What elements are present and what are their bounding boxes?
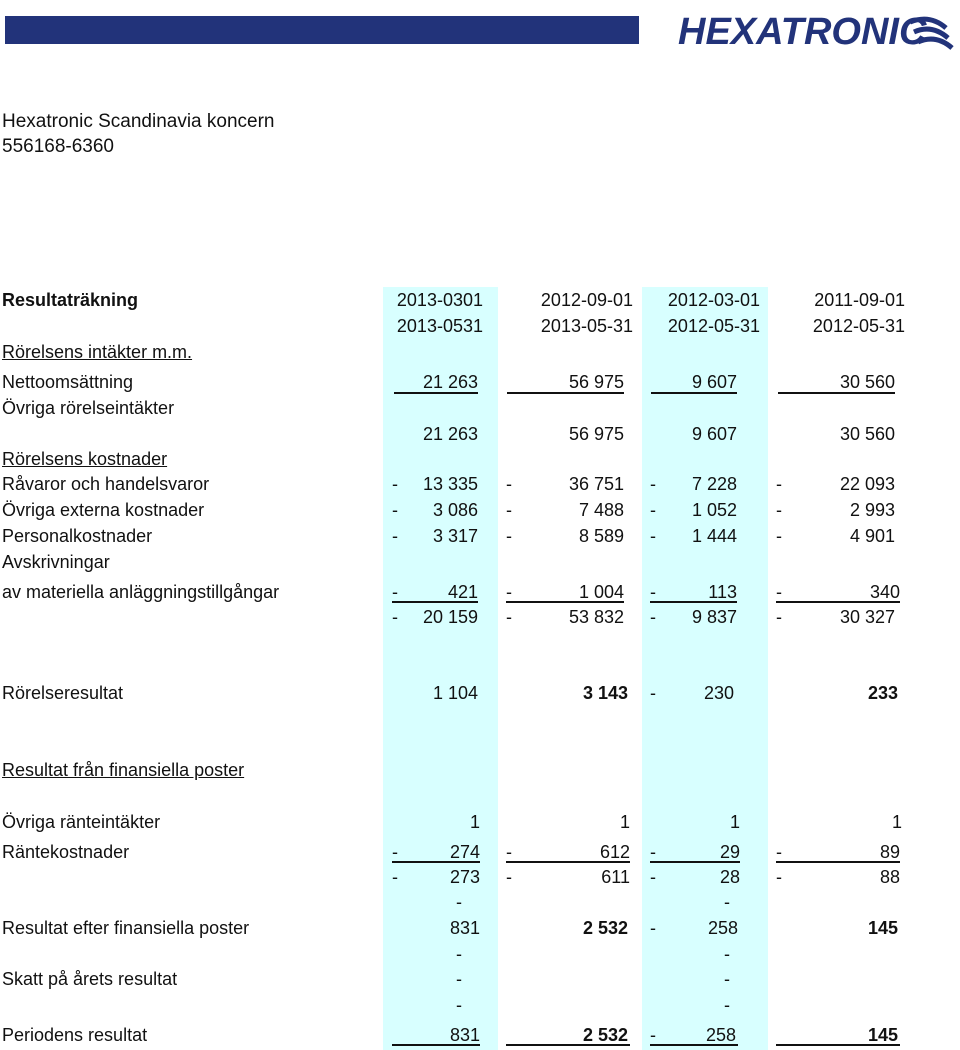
minus-sign: -: [776, 582, 782, 602]
minus-sign: -: [650, 582, 656, 602]
minus-sign: -: [506, 842, 512, 862]
value-cell: 29: [719, 842, 740, 862]
minus-sign: -: [392, 607, 398, 627]
value-cell: 1 104: [432, 683, 478, 703]
col4-from: 2011-09-01: [814, 290, 905, 310]
minus-sign: -: [776, 867, 782, 887]
hexatronic-logo: [678, 8, 958, 56]
minus-sign: -: [392, 526, 398, 546]
minus-sign: -: [776, 842, 782, 862]
minus-sign: -: [650, 842, 656, 862]
value-cell: 145: [867, 1025, 898, 1045]
value-cell: 9 837: [691, 607, 737, 627]
row-label-depreciation: Avskrivningar: [2, 552, 110, 572]
value-cell: 88: [879, 867, 900, 887]
minus-sign: -: [650, 607, 656, 627]
value-cell: 7 488: [578, 500, 624, 520]
minus-sign: -: [650, 867, 656, 887]
row-label-materials: Råvaror och handelsvaror: [2, 474, 210, 494]
value-cell: 21 263: [422, 372, 478, 392]
value-cell: 2 532: [582, 1025, 628, 1045]
row-label-personnel: Personalkostnader: [2, 526, 153, 546]
row-label-interest-income: Övriga ränteintäkter: [2, 812, 161, 832]
value-cell: 612: [599, 842, 630, 862]
value-cell: 8 589: [578, 526, 624, 546]
statement-title: Resultaträkning: [2, 290, 139, 310]
value-cell: 21 263: [422, 424, 478, 444]
dash-mark: -: [456, 995, 462, 1015]
value-cell: 258: [705, 1025, 736, 1045]
value-cell: 233: [867, 683, 898, 703]
minus-sign: -: [392, 500, 398, 520]
value-cell: 1 444: [691, 526, 737, 546]
value-cell: 30 560: [839, 372, 895, 392]
minus-sign: -: [506, 607, 512, 627]
value-cell: 1 004: [578, 582, 624, 602]
value-cell: 3 143: [582, 683, 628, 703]
section-financial: Resultat från finansiella poster: [2, 760, 245, 780]
minus-sign: -: [506, 526, 512, 546]
minus-sign: -: [650, 918, 656, 938]
value-cell: 30 560: [839, 424, 895, 444]
value-cell: 9 607: [691, 372, 737, 392]
value-cell: 1: [729, 812, 740, 832]
section-revenue: Rörelsens intäkter m.m.: [2, 342, 193, 362]
col3-from: 2012-03-01: [667, 290, 760, 310]
value-cell: 274: [449, 842, 480, 862]
col2-from: 2012-09-01: [540, 290, 633, 310]
minus-sign: -: [650, 1025, 656, 1045]
logo-text: HEXATRONIC: [678, 11, 927, 53]
org-number: 556168-6360: [2, 136, 114, 157]
value-cell: 2 532: [582, 918, 628, 938]
value-cell: 9 607: [691, 424, 737, 444]
col1-to: 2013-0531: [396, 316, 483, 336]
row-label-other-income: Övriga rörelseintäkter: [2, 398, 175, 418]
minus-sign: -: [650, 526, 656, 546]
minus-sign: -: [506, 500, 512, 520]
row-label-external: Övriga externa kostnader: [2, 500, 205, 520]
minus-sign: -: [776, 474, 782, 494]
minus-sign: -: [506, 474, 512, 494]
value-cell: 36 751: [568, 474, 624, 494]
minus-sign: -: [650, 683, 656, 703]
value-cell: 113: [708, 582, 737, 602]
value-cell: 230: [703, 683, 734, 703]
value-cell: 7 228: [691, 474, 737, 494]
value-cell: 22 093: [839, 474, 895, 494]
row-label-tax: Skatt på årets resultat: [2, 969, 178, 989]
col2-to: 2013-05-31: [540, 316, 633, 336]
company-name: Hexatronic Scandinavia koncern: [2, 111, 275, 132]
minus-sign: -: [392, 582, 398, 602]
value-cell: 4 901: [849, 526, 895, 546]
row-label-operating: Rörelseresultat: [2, 683, 124, 703]
value-cell: 831: [449, 1025, 480, 1045]
value-cell: 56 975: [568, 372, 624, 392]
header-bar: [5, 16, 639, 44]
section-costs: Rörelsens kostnader: [2, 449, 168, 469]
value-cell: 3 086: [432, 500, 478, 520]
col3-to: 2012-05-31: [667, 316, 760, 336]
value-cell: 28: [719, 867, 740, 887]
value-cell: 611: [601, 867, 630, 887]
col1-from: 2013-0301: [396, 290, 483, 310]
value-cell: 258: [707, 918, 738, 938]
value-cell: 1: [891, 812, 902, 832]
row-label-net-sales: Nettoomsättning: [2, 372, 134, 392]
dash-mark: -: [724, 892, 730, 912]
minus-sign: -: [392, 842, 398, 862]
value-cell: 89: [879, 842, 900, 862]
dash-mark: -: [724, 944, 730, 964]
value-cell: 831: [449, 918, 480, 938]
minus-sign: -: [776, 500, 782, 520]
minus-sign: -: [650, 474, 656, 494]
minus-sign: -: [392, 474, 398, 494]
row-label-depreciation-2: av materiella anläggningstillgångar: [2, 582, 280, 602]
value-cell: 30 327: [839, 607, 895, 627]
value-cell: 145: [867, 918, 898, 938]
value-cell: 273: [449, 867, 480, 887]
minus-sign: -: [506, 582, 512, 602]
minus-sign: -: [506, 867, 512, 887]
value-cell: 56 975: [568, 424, 624, 444]
row-label-period: Periodens resultat: [2, 1025, 148, 1045]
value-cell: 340: [869, 582, 900, 602]
value-cell: 421: [447, 582, 478, 602]
dash-mark: -: [456, 969, 462, 989]
dash-mark: -: [724, 995, 730, 1015]
row-label-after-financial: Resultat efter finansiella poster: [2, 918, 250, 938]
value-cell: 13 335: [422, 474, 478, 494]
minus-sign: -: [392, 867, 398, 887]
dash-mark: -: [456, 892, 462, 912]
minus-sign: -: [776, 526, 782, 546]
value-cell: 1 052: [691, 500, 737, 520]
value-cell: 53 832: [568, 607, 624, 627]
value-cell: 20 159: [422, 607, 478, 627]
col4-to: 2012-05-31: [812, 316, 905, 336]
dash-mark: -: [724, 969, 730, 989]
value-cell: 3 317: [432, 526, 478, 546]
value-cell: 1: [469, 812, 480, 832]
row-label-interest-cost: Räntekostnader: [2, 842, 130, 862]
minus-sign: -: [776, 607, 782, 627]
value-cell: 1: [619, 812, 630, 832]
value-cell: 2 993: [849, 500, 895, 520]
minus-sign: -: [650, 500, 656, 520]
dash-mark: -: [456, 944, 462, 964]
